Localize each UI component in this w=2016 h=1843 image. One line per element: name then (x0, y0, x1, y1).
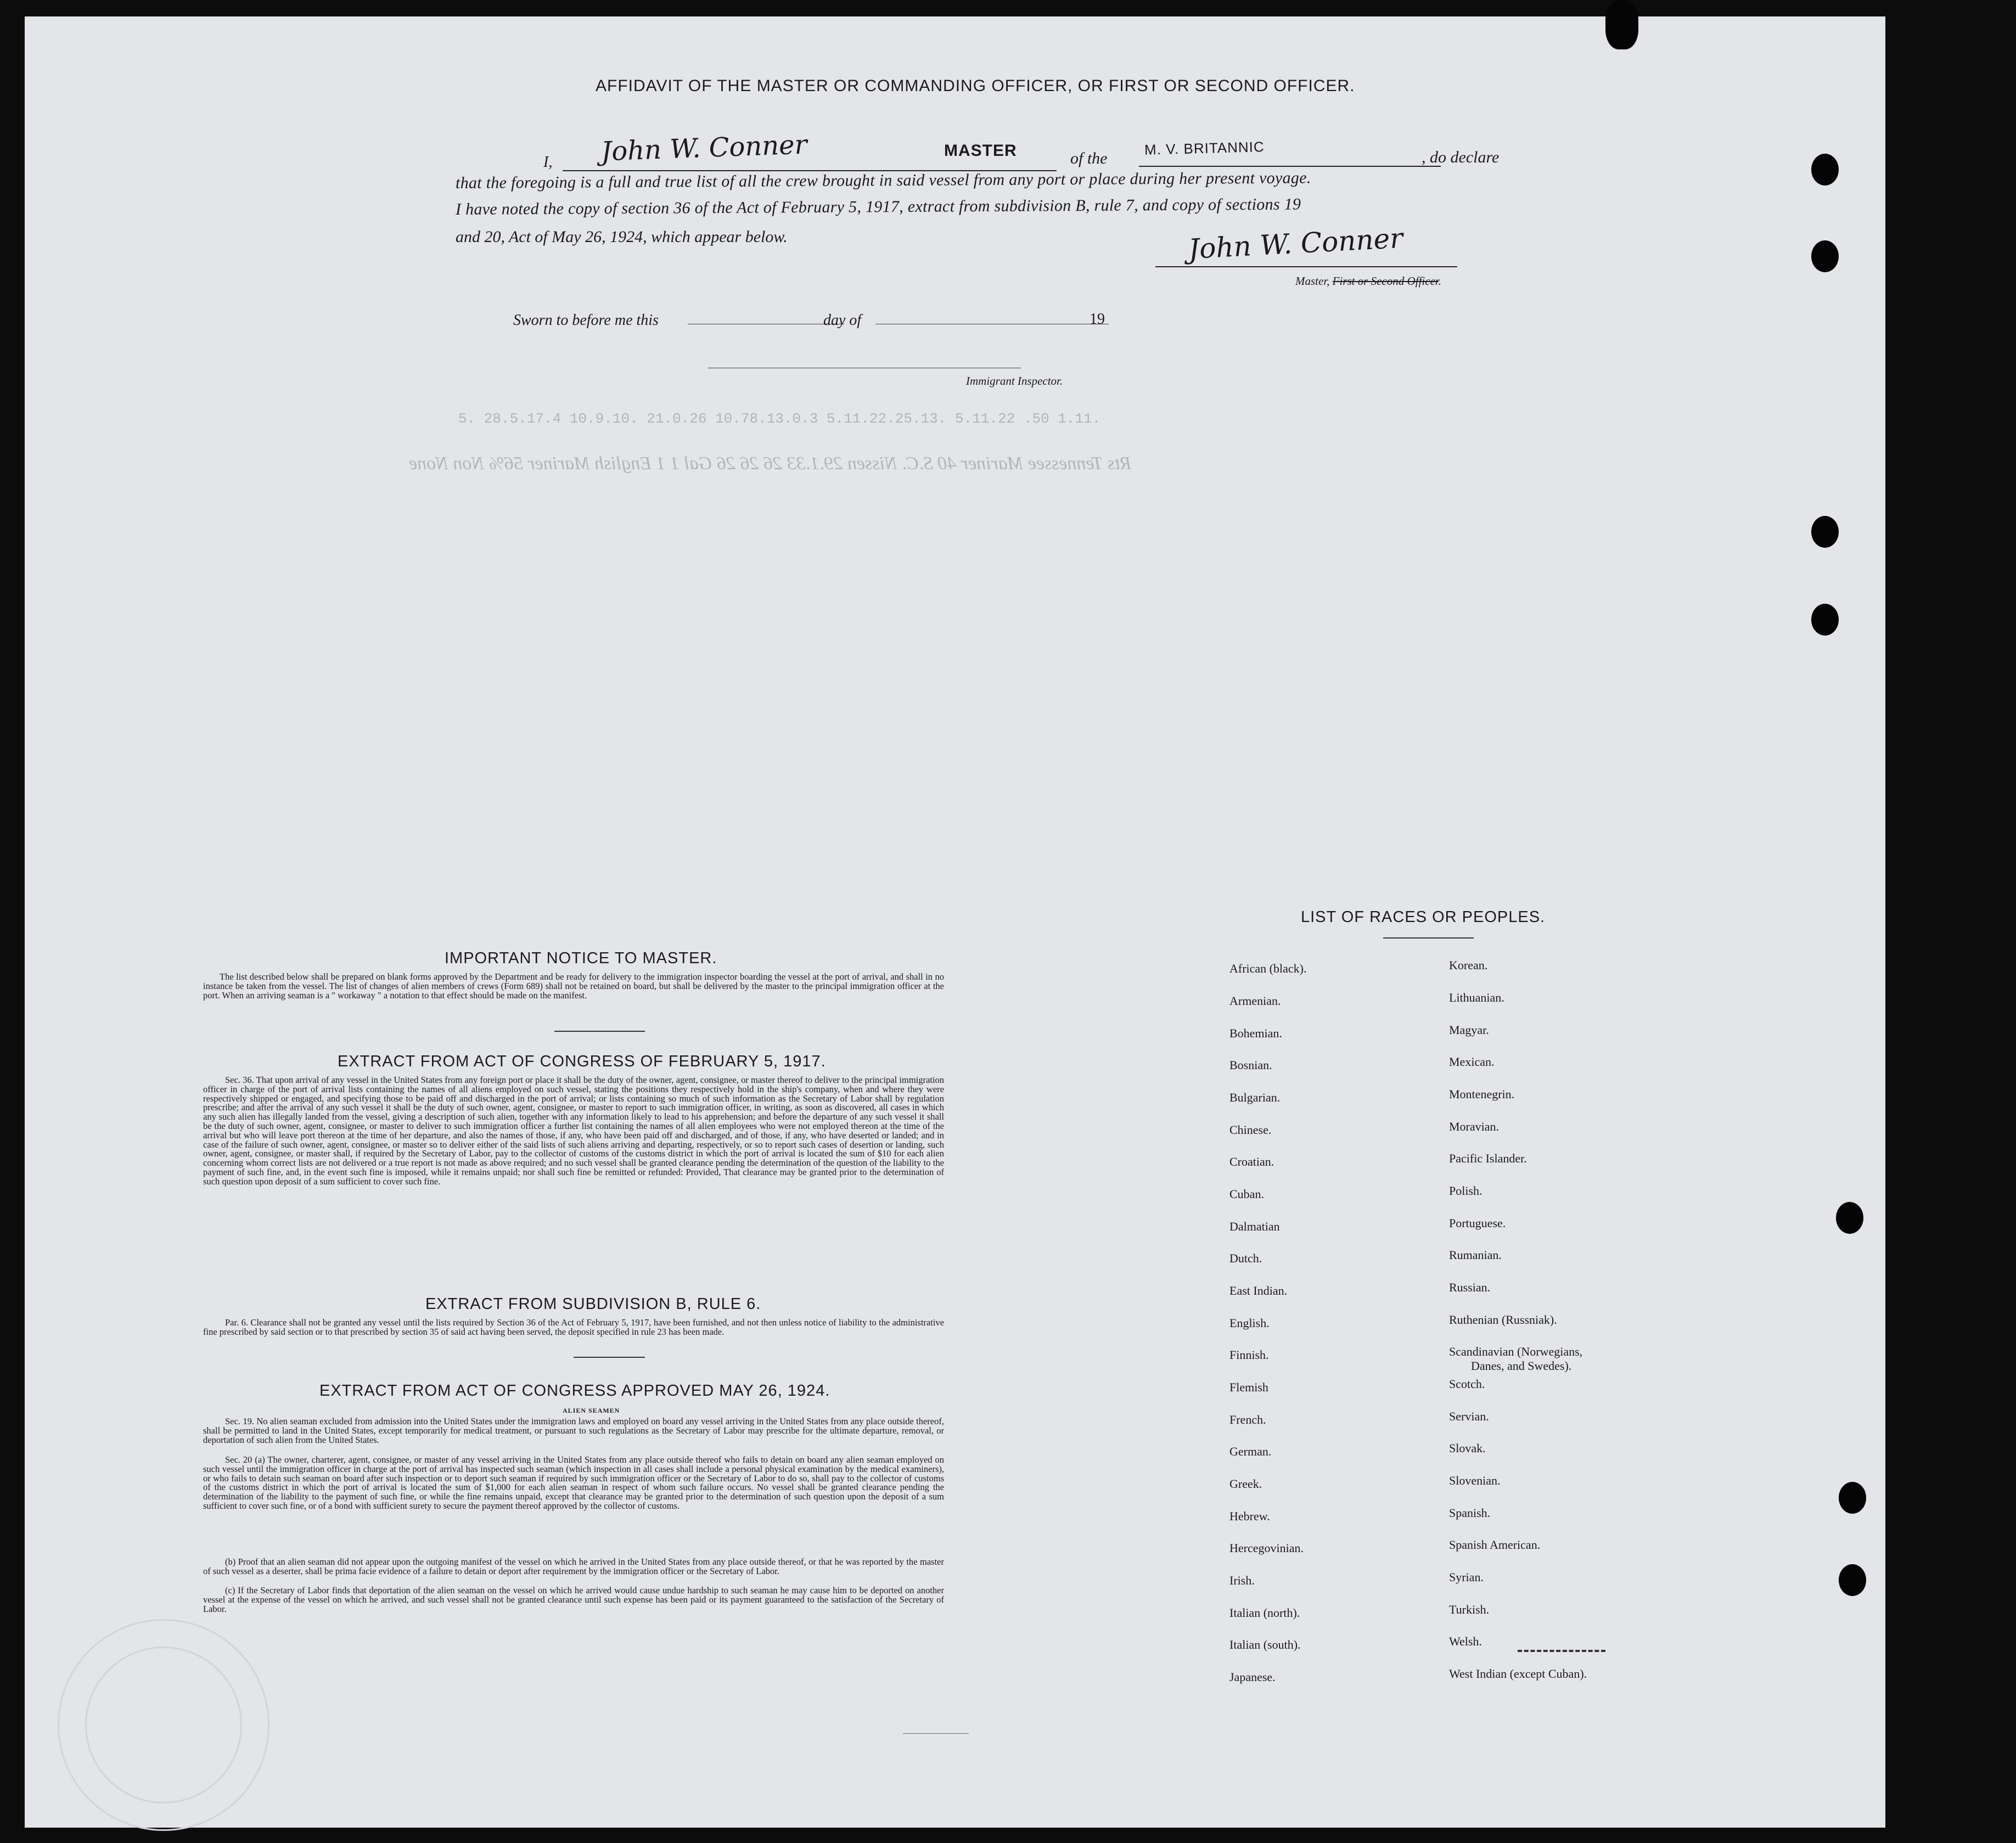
divider (574, 1357, 645, 1358)
affidavit-title: AFFIDAVIT OF THE MASTER OR COMMANDING OFFICER, OR FIRST OR SECOND OFFICER. (596, 77, 1355, 95)
race-item: Scandinavian (Norwegians, (1449, 1345, 1583, 1358)
vessel-name-stamp: M. V. BRITANNIC (1144, 138, 1265, 158)
torn-notch (1605, 0, 1638, 49)
extract-1917-title: EXTRACT FROM ACT OF CONGRESS OF FEBRUARY 5, 1917. (338, 1053, 826, 1070)
vessel-underline (1139, 166, 1441, 167)
footer-divider (903, 1733, 969, 1734)
caption-period: . (1438, 274, 1441, 288)
binder-hole (1811, 516, 1839, 548)
race-item: Dalmatian (1229, 1220, 1280, 1233)
race-item: African (black). (1229, 962, 1307, 975)
races-title: LIST OF RACES OR PEOPLES. (1301, 908, 1546, 926)
race-item: Moravian. (1449, 1120, 1500, 1133)
race-item: Cuban. (1229, 1187, 1264, 1201)
race-item: Chinese. (1229, 1123, 1272, 1137)
rule6-title: EXTRACT FROM SUBDIVISION B, RULE 6. (425, 1295, 761, 1313)
extract-1924-title: EXTRACT FROM ACT OF CONGRESS APPROVED MAY 26, 1924. (319, 1382, 830, 1400)
race-item: Syrian. (1449, 1570, 1484, 1584)
race-item: French. (1229, 1413, 1266, 1426)
divider (554, 1031, 645, 1032)
race-item: Pacific Islander. (1449, 1151, 1527, 1165)
race-item: Hercegovinian. (1229, 1541, 1304, 1555)
race-item: Portuguese. (1449, 1216, 1506, 1230)
caption-master: Master, (1295, 274, 1330, 288)
scan-artifact-dash (1518, 1650, 1605, 1652)
bleedthrough-line: Rts Tennessee Mariner 40 S.C. Nissen 29.1.33 26 26 26 Gal 1 1 English Mariner 56% Non None (409, 453, 1132, 474)
binder-hole (1811, 240, 1839, 272)
race-item: Flemish (1229, 1380, 1268, 1394)
race-item-continuation: Danes, and Swedes). (1471, 1359, 1572, 1373)
affidavit-line-2: that the foregoing is a full and true list of all the crew brought in said vessel from any port or place during her present voyage. (455, 168, 1311, 192)
sworn-year: 19 (1090, 311, 1105, 328)
do-declare-label: , do declare (1422, 148, 1500, 166)
race-item: Armenian. (1229, 994, 1281, 1008)
race-item: Magyar. (1449, 1023, 1489, 1037)
race-item: Bulgarian. (1229, 1091, 1281, 1104)
master-signature: John W. Conner (1187, 222, 1404, 266)
binder-hole (1839, 1482, 1866, 1514)
alien-seamen-subtitle: ALIEN SEAMEN (563, 1407, 620, 1414)
race-item: German. (1229, 1445, 1272, 1458)
document-page (25, 16, 1885, 1828)
race-item: Russian. (1449, 1280, 1491, 1294)
race-item: Italian (south). (1229, 1638, 1301, 1651)
race-item: East Indian. (1229, 1284, 1288, 1297)
race-item: Spanish American. (1449, 1538, 1541, 1552)
sec20a-body: Sec. 20 (a) The owner, charterer, agent, consignee, or master of any vessel arriving in the United States from any place outside thereof who fails to detain on board any alien seaman employed on such vessel until the immigration officer in charge at the port of arrival has inspected such seaman (which inspection in all cases shall include a personal physical examination by the medical examiners), or who fails to detain such seaman on board after such inspection or to deport such seaman if required by such immigration officer or the Secretary of Labor to do so, shall pay to the collector of customs of the customs district in which the port of arrival is located the sum of $1,000 for each alien seaman in respect of whom such failure occurs. No vessel shall be granted clearance pending the determination of the liability to the payment of such fine, or while the fine remains unpaid, except that clearance may be granted prior to the determination of such question upon the deposit of a sum sufficient to cover such fine, or of a bond with sufficient surety to secure the payment thereof approved by the collector of customs. (203, 1454, 944, 1511)
race-item: Japanese. (1229, 1670, 1276, 1684)
race-item: Hebrew. (1229, 1509, 1270, 1523)
signature-underline (1155, 266, 1457, 267)
binder-hole (1836, 1202, 1863, 1234)
race-item: Croatian. (1229, 1155, 1274, 1168)
races-divider (1383, 937, 1474, 939)
race-item: Montenegrin. (1449, 1087, 1515, 1101)
affidavit-line-4: and 20, Act of May 26, 1924, which appear below. (456, 228, 788, 246)
race-item: Dutch. (1229, 1251, 1262, 1265)
rule6-body: Par. 6. Clearance shall not be granted any vessel until the lists required by Section 36 of the Act of February 5, 1917, have been furnished, and not then unless notice of liability to the administrative fine prescribed by said section or to that prescribed by section 35 of said act having been served, the deposit specified in rule 23 has been made. (203, 1317, 944, 1337)
inspector-caption: Immigrant Inspector. (966, 374, 1063, 387)
sec20b-body: (b) Proof that an alien seaman did not appear upon the outgoing manifest of the vessel on which he arrived in the United States from any place outside thereof, or that he was reported by the master of such vessel as a deserter, shall be prima facie evidence of a failure to detain or deport after requirement by the immigration officer or the Secretary of Labor. (203, 1557, 944, 1576)
race-item: Scotch. (1449, 1377, 1485, 1391)
race-item: Servian. (1449, 1409, 1489, 1423)
caption-struck-officer: First or Second Officer (1332, 274, 1439, 288)
signature-caption (1295, 274, 1441, 288)
race-item: Lithuanian. (1449, 991, 1504, 1004)
binder-hole (1811, 154, 1839, 186)
sworn-prefix: Sworn to before me this (513, 312, 659, 329)
race-item: West Indian (except Cuban). (1449, 1667, 1587, 1681)
race-item: Italian (north). (1229, 1606, 1300, 1620)
of-the-label: of the (1070, 149, 1108, 167)
race-item: Polish. (1449, 1184, 1482, 1198)
race-item: Irish. (1229, 1574, 1255, 1587)
race-item: Greek. (1229, 1477, 1262, 1491)
notice-body: The list described below shall be prepared on blank forms approved by the Department and be ready for delivery to the immigration inspector boarding the vessel at the port of arrival, and shall in no instance be taken from the vessel. The list of changes of alien members of crews (Form 689) shall not be retained on board, but shall be delivered by the master to the principal immigration officer at the port. When an arriving seaman is a " workaway " a notation to that effect should be made on the manifest. (203, 971, 944, 1001)
bleedthrough-line: 5. 28.5.17.4 10.9.10. 21.0.26 10.78.13.0.3 5.11.22.25.13. 5.11.22 .50 1.11. (458, 411, 1101, 427)
race-item: Bosnian. (1229, 1058, 1272, 1072)
race-item: Slovenian. (1449, 1474, 1501, 1487)
binder-hole (1811, 604, 1839, 636)
affidavit-i: I, (543, 154, 553, 171)
binder-hole (1839, 1564, 1866, 1596)
race-item: Turkish. (1449, 1603, 1490, 1616)
race-item: Slovak. (1449, 1441, 1486, 1455)
notice-title: IMPORTANT NOTICE TO MASTER. (445, 949, 717, 967)
race-item: Rumanian. (1449, 1248, 1502, 1262)
sec20c-body: (c) If the Secretary of Labor finds that deportation of the alien seaman on the vessel on which he arrived would cause undue hardship to such seaman he may cause him to be deported on another vessel at the expense of the vessel on which he arrived, and such vessel shall not be granted clearance until such expense has been paid or its payment guaranteed to the satisfaction of the Secretary of Labor. (203, 1585, 944, 1614)
rank-stamp: MASTER (944, 142, 1017, 160)
extract-1917-body: Sec. 36. That upon arrival of any vessel in the United States from any foreign port or place it shall be the duty of the owner, agent, consignee, or master thereof to deliver to the principal immigration officer in charge of the port of arrival lists containing the names of all aliens employed on such vessel, stating the positions they respectively hold in the ship's company, when and where they were respectively shipped or engaged, and specifying those to be paid off and discharged in the port of arrival; or lists containing so much of such information as the Secretary of Labor shall by regulation prescribe; and after the arrival of any such vessel it shall be the duty of such owner, agent, consignee, or master to report to such immigration officer, in writing, as soon as discovered, all cases in which any such alien has illegally landed from the vessel, giving a description of such alien, together with any information likely to lead to his apprehension; and before the departure of any such vessel it shall be the duty of such owner, agent, consignee, or master to deliver to such immigration officer a further list containing the names of all alien employees who were not employed thereon at the time of the arrival but who will leave port thereon at the time of her departure, and also the names of those, if any, who have been paid off and discharged, and of those, if any, who have deserted or landed; and in case of the failure of such owner, agent, consignee, or master so to deliver either of the said lists of such aliens arriving and departing, respectively, or so to report such cases of desertion or landing, such owner, agent, consignee, or master shall, if required by the Secretary of Labor, pay to the collector of customs of the customs district in which the port of arrival is located the sum of $10 for each alien concerning whom correct lists are not delivered or a true report is not made as above required; and no such vessel shall be granted clearance pending the determination of the question of the liability to the payment of such fine, and, in the event such fine is imposed, while it remains unpaid; nor shall such fine be remitted or refunded: Provided, That clearance may be granted prior to the determination of such question upon deposit of a sum sufficient to cover such fine. (203, 1075, 944, 1187)
embossed-seal-inner (85, 1647, 242, 1803)
race-item: Mexican. (1449, 1055, 1495, 1069)
race-item: Ruthenian (Russniak). (1449, 1313, 1557, 1327)
race-item: Welsh. (1449, 1634, 1482, 1648)
sworn-day-label: day of (823, 312, 862, 329)
affidavit-line-3: I have noted the copy of section 36 of the Act of February 5, 1917, extract from subdivision B, rule 7, and copy of sections 19 (455, 195, 1301, 218)
race-item: Korean. (1449, 958, 1488, 972)
race-item: Finnish. (1229, 1348, 1269, 1362)
race-item: English. (1229, 1316, 1270, 1330)
officer-signature: John W. Conner (600, 129, 808, 167)
sec19-body: Sec. 19. No alien seaman excluded from admission into the United States under the immigration laws and employed on board any vessel arriving in the United States from any place outside thereof, shall be permitted to land in the United States, except temporarily for medical treatment, or pursuant to such regulations as the Secretary of Labor may prescribe for the ultimate departure, removal, or deportation of such alien from the United States. (203, 1416, 944, 1445)
race-item: Spanish. (1449, 1506, 1491, 1520)
race-item: Bohemian. (1229, 1026, 1282, 1040)
